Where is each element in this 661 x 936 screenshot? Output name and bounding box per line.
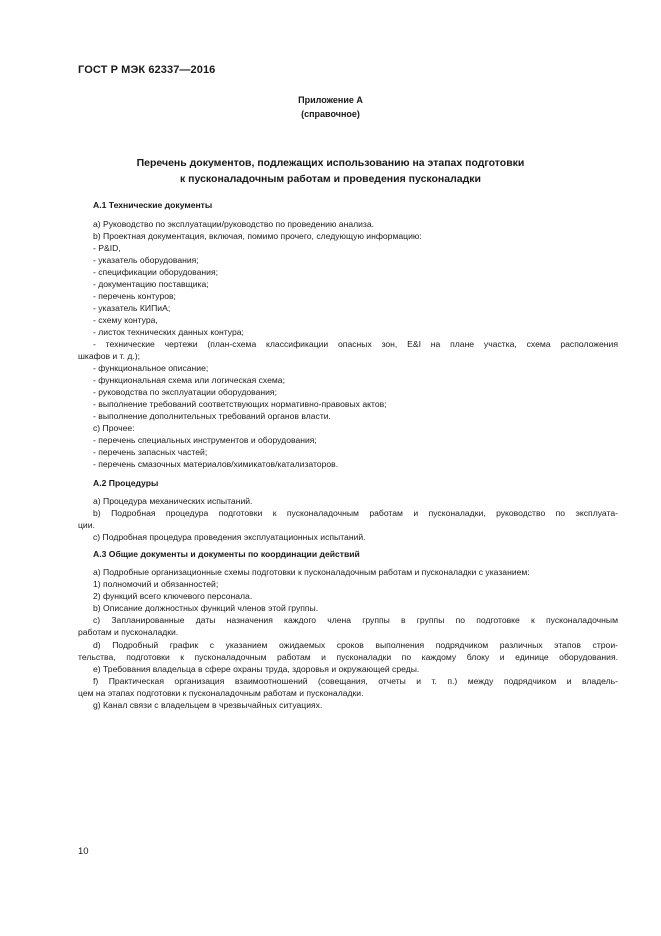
list-item: b) Проектная документация, включая, помимо прочего, следующую информацию:	[93, 231, 422, 241]
document-title	[0, 155, 661, 187]
list-item: - руководства по эксплуатации оборудования;	[93, 387, 277, 397]
appendix-note: (справочное)	[301, 109, 360, 119]
list-item: - перечень специальных инструментов и оборудования;	[93, 435, 317, 445]
list-item-continuation: работам и пусконаладки.	[78, 627, 179, 637]
standard-header: ГОСТ Р МЭК 62337—2016	[78, 64, 216, 76]
document-title-line-2: к пусконаладочным работам и проведения пусконаладки	[179, 173, 482, 185]
list-item-continuation: шкафов и т. д.);	[78, 351, 141, 361]
list-item: - технические чертежи (план-схема классификации опасных зон, E&I на плане участка, схема расположения	[93, 339, 618, 349]
list-item: - указатель КИПиА;	[93, 303, 171, 313]
page-number: 10	[78, 846, 89, 857]
list-item: - перечень запасных частей;	[93, 447, 208, 457]
list-item: - схему контура,	[93, 315, 158, 325]
list-item: a) Процедура механических испытаний.	[93, 496, 253, 506]
appendix-heading	[0, 93, 661, 121]
list-item: d) Подробный график с указанием ожидаемых сроков выполнения подрядчиком различных этапов строи-	[93, 640, 618, 650]
list-item-continuation: цем на этапах подготовки к пусконаладочным работам и пусконаладки.	[78, 688, 364, 698]
list-item: - P&ID,	[93, 243, 121, 253]
list-item: a) Подробные организационные схемы подготовки к пусконаладочным работам и пусконаладки с указанием:	[93, 567, 530, 577]
appendix-title: Приложение А	[298, 95, 363, 105]
list-item-continuation: тельства, подготовки к пусконаладочным работам и пусконаладки по каждому блоку и единице оборудования.	[78, 652, 618, 662]
list-item: g) Канал связи с владельцем в чрезвычайных ситуациях.	[93, 700, 323, 710]
list-item: b) Подробная процедура подготовки к пусконаладочным работам и пусконаладки, руководство по эксплуата-	[93, 508, 618, 518]
list-item: c) Прочее:	[93, 423, 135, 433]
list-item: 1) полномочий и обязанностей;	[93, 579, 219, 589]
list-item: - функциональное описание;	[93, 363, 209, 373]
section-a3-heading: А.3 Общие документы и документы по координации действий	[93, 549, 360, 559]
list-item: e) Требования владельца в сфере охраны труда, здоровья и окружающей среды.	[93, 664, 420, 674]
list-item: a) Руководство по эксплуатации/руководство по проведению анализа.	[93, 219, 375, 229]
section-a1-heading: А.1 Технические документы	[93, 200, 213, 210]
list-item: c) Запланированные даты назначения каждого члена группы в группы по подготовке к пусконаладочным	[93, 615, 618, 625]
list-item-continuation: ции.	[78, 520, 95, 530]
list-item: - перечень смазочных материалов/химикатов/катализаторов.	[93, 459, 339, 469]
list-item: - выполнение дополнительных требований органов власти.	[93, 411, 331, 421]
document-title-line-1: Перечень документов, подлежащих использованию на этапах подготовки	[136, 157, 525, 169]
list-item: - выполнение требований соответствующих нормативно-правовых актов;	[93, 399, 387, 409]
list-item: b) Описание должностных функций членов этой группы.	[93, 603, 319, 613]
section-a2-heading: А.2 Процедуры	[93, 478, 159, 488]
list-item: 2) функций всего ключевого персонала.	[93, 591, 253, 601]
list-item: - функциональная схема или логическая схема;	[93, 375, 285, 385]
list-item: - документацию поставщика;	[93, 279, 209, 289]
list-item: f) Практическая организация взаимоотношений (совещания, отчеты и т. п.) между подрядчиком и владель-	[93, 676, 618, 686]
list-item: - листок технических данных контура;	[93, 327, 244, 337]
list-item: - спецификации оборудования;	[93, 267, 219, 277]
list-item: - перечень контуров;	[93, 291, 176, 301]
list-item: - указатель оборудования;	[93, 255, 199, 265]
list-item: c) Подробная процедура проведения эксплуатационных испытаний.	[93, 532, 366, 542]
